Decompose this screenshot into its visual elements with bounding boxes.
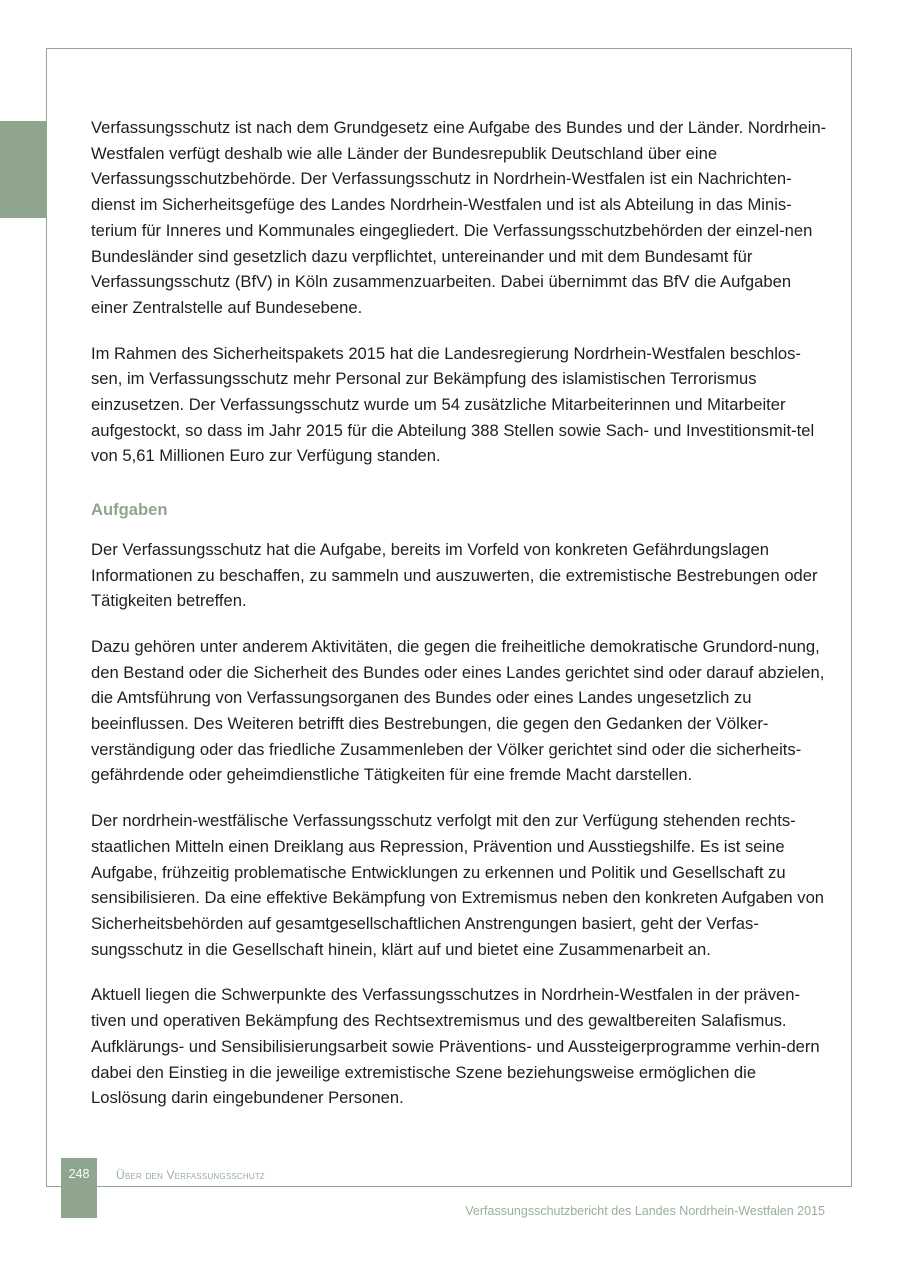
tasks-paragraph-4: Aktuell liegen die Schwerpunkte des Verfassungsschutzes in Nordrhein-Westfalen in der präven-tiven und operativen Bekämpfung des Rechtsextremismus und des gewaltbereiten Salafismus. Aufklärungs- und Sensibilisierungsarbeit sowie Präventions- und Aussteigerprogramme verhin-dern dabei den Einstieg in die jeweilige extremistische Szene beziehungsweise ermöglichen die Loslösung darin eingebundener Personen. [91, 985, 820, 1108]
section-heading: Aufgaben [91, 500, 168, 520]
intro-paragraph-1: Verfassungsschutz ist nach dem Grundgesetz eine Aufgabe des Bundes und der Länder. Nordrhein-Westfalen verfügt deshalb wie alle Länder der Bundesrepublik Deutschland über eine Verfassungsschutzbehörde. Der Verfassungsschutz in Nordrhein-Westfalen ist ein Nachrichten-dienst im Sicherheitsgefüge des Landes Nordrhein-Westfalen und ist als Abteilung in das Minis-terium für Inneres und Kommunales eingegliedert. Die Verfassungsschutzbehörden der einzel-nen Bundesländer sind gesetzlich dazu verpflichtet, untereinander und mit dem Bundesamt für Verfassungsschutz (BfV) in Köln zusammenzuarbeiten. Dabei übernimmt das BfV die Aufgaben einer Zentralstelle auf Bundesebene. [91, 118, 827, 317]
tasks-paragraph-2: Dazu gehören unter anderem Aktivitäten, die gegen die freiheitliche demokratische Grundord-nung, den Bestand oder die Sicherheit des Bundes oder eines Landes gerichtet sind oder darauf abzielen, die Amtsführung von Verfassungsorganen des Bundes oder eines Landes ungesetzlich zu beeinflussen. Des Weiteren betrifft dies Bestrebungen, die gegen den Gedanken der Völker-verständigung oder das friedliche Zusammenleben der Völker gerichtet sind oder die sicherheits-gefährdende oder geheimdienstliche Tätigkeiten für eine fremde Macht darstellen. [91, 636, 825, 785]
report-title-footer: Verfassungsschutzbericht des Landes Nordrhein-Westfalen 2015 [465, 1204, 825, 1218]
tasks-paragraph-1: Der Verfassungsschutz hat die Aufgabe, bereits im Vorfeld von konkreten Gefährdungslagen Informationen zu beschaffen, zu sammeln und auszuwerten, die extremistische Bestrebungen oder Tätigkeiten betreffen. [91, 539, 818, 611]
running-section-title: Über den Verfassungsschutz [116, 1168, 265, 1182]
page-number: 248 [68, 1167, 90, 1181]
tasks-paragraph-3: Der nordrhein-westfälische Verfassungsschutz verfolgt mit den zur Verfügung stehenden rechts-staatlichen Mitteln einen Dreiklang aus Repression, Prävention und Ausstiegshilfe. Es ist seine Aufgabe, frühzeitig problematische Entwicklungen zu erkennen und Politik und Gesellschaft zu sensibilisieren. Da eine effektive Bekämpfung von Extremismus neben den konkreten Aufgaben von Sicherheitsbehörden auf gesamtgesellschaftlichen Anstrengungen basiert, geht der Verfas-sungsschutz in die Gesellschaft hinein, klärt auf und bietet eine Zusammenarbeit an. [91, 811, 825, 959]
main-content [91, 115, 831, 1131]
side-tab-marker [0, 121, 46, 218]
page-number-box [61, 1158, 97, 1218]
intro-paragraph-2: Im Rahmen des Sicherheitspakets 2015 hat die Landesregierung Nordrhein-Westfalen beschlos-sen, im Verfassungsschutz mehr Personal zur Bekämpfung des islamistischen Terrorismus einzusetzen. Der Verfassungsschutz wurde um 54 zusätzliche Mitarbeiterinnen und Mitarbeiter aufgestockt, so dass im Jahr 2015 für die Abteilung 388 Stellen sowie Sach- und Investitionsmit-tel von 5,61 Millionen Euro zur Verfügung standen. [91, 343, 815, 466]
